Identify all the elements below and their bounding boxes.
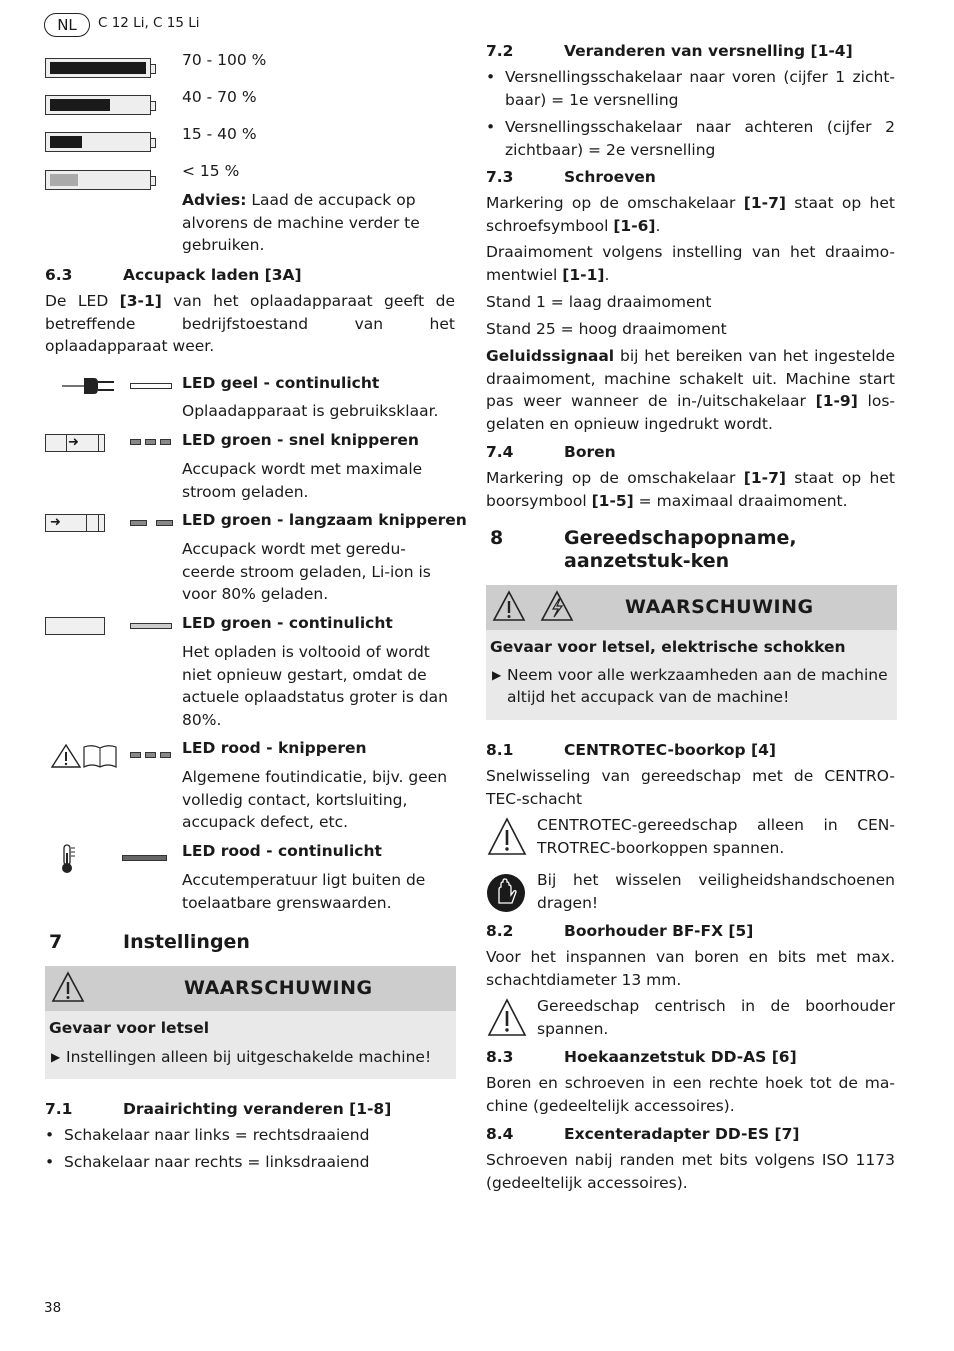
page-number: 38 [44, 1300, 62, 1316]
warning-triangle-icon [51, 971, 85, 1003]
led-blink-segment-icon [145, 439, 156, 445]
battery-range-3: 15 - 40 % [182, 125, 257, 143]
list-item: • Versnellingsschakelaar naar voren (cijfer 1 zicht-baar) = 1e versnelling [486, 66, 895, 111]
model-name: C 12 Li, C 15 Li [98, 15, 200, 31]
battery-range-1: 70 - 100 % [182, 51, 267, 69]
battery-range-2: 40 - 70 % [182, 88, 257, 106]
section-7-3-heading: 7.3 Schroeven [486, 168, 656, 186]
warning-title: WAARSCHUWING [625, 596, 814, 618]
section-8-2-note1: Gereedschap centrisch in de boorhouder spannen. [537, 997, 895, 1038]
plug-icon [58, 375, 118, 397]
section-8-1-heading: 8.1 CENTROTEC-boorkop [4] [486, 741, 776, 759]
led-state-title-5: LED rood - knipperen [182, 739, 367, 757]
section-8-heading: 8 Gereedschapopname, aanzetstuk-ken [490, 527, 797, 572]
section-7-2-heading: 7.2 Veranderen van versnelling [1-4] [486, 42, 853, 60]
battery-full-icon [45, 58, 151, 78]
warning-instruction: ▶ Neem voor alle werkzaamheden aan de machine altijd het accupack van de machine! [490, 664, 893, 709]
led-state-desc-5: Algemene foutindicatie, bijv. geen volledig contact, kortsluiting, accupack defect, etc. [182, 768, 448, 831]
section-7-3-p2: Draaimoment volgens instelling van het draaimo-mentwiel [1-1]. [486, 243, 895, 284]
led-continuous-icon [130, 623, 172, 629]
warning-instruction: ▶ Instellingen alleen bij uitgeschakelde machine! [49, 1046, 452, 1069]
led-blink-segment-icon [130, 439, 141, 445]
section-8-4-heading: 8.4 Excenteradapter DD-ES [7] [486, 1125, 800, 1143]
led-slow-segment-icon [156, 520, 173, 526]
section-6-3-heading [45, 264, 302, 287]
led-state-desc-1: Oplaadapparaat is gebruiksklaar. [182, 402, 439, 420]
section-title: Accupack laden [3A] [123, 266, 302, 284]
led-continuous-icon [130, 383, 172, 389]
led-blink-segment-icon [160, 752, 171, 758]
section-8-2-p1: Voor het inspannen van boren en bits met max. schachtdiameter 13 mm. [486, 948, 895, 989]
section-number: 6.3 [45, 266, 73, 284]
gloves-icon [486, 873, 526, 913]
led-blink-segment-icon [130, 752, 141, 758]
warning-title: WAARSCHUWING [184, 977, 373, 999]
led-state-desc-6: Accutemperatuur ligt buiten de toelaatbare grenswaarden. [182, 871, 426, 912]
list-item: • Versnellingsschakelaar naar achteren (cijfer 2 zichtbaar) = 2e versnelling [486, 116, 895, 161]
led-state-title-4: LED groen - continulicht [182, 614, 393, 632]
section-6-3-paragraph: De LED [3-1] van het oplaadapparaat geeft de betreffende bedrijfstoestand van het oplaadapparaat weer. [45, 292, 455, 355]
electric-shock-icon [540, 590, 574, 622]
section-7-3-p5: Geluidssignaal bij het bereiken van het ingestelde draaimoment, machine schakelt uit. Machine start pas weer wanneer de in-/uitschakelaar [1-9] los-gelaten en opnieuw ingedrukt wordt. [486, 347, 895, 433]
warning-header [486, 585, 897, 630]
warning-header [45, 966, 456, 1011]
led-state-desc-2: Accupack wordt met maximale stroom geladen. [182, 460, 423, 501]
charger-slow-icon: ➜ [45, 514, 105, 532]
led-blink-segment-icon [145, 752, 156, 758]
led-state-title-3: LED groen - langzaam knipperen [182, 511, 467, 529]
section-8-2-heading: 8.2 Boorhouder BF-FX [5] [486, 922, 754, 940]
battery-low-blinking-icon [45, 170, 151, 190]
thermometer-icon [58, 843, 78, 875]
warning-triangle-icon [487, 998, 527, 1038]
section-8-1-note2: Bij het wisselen veiligheidshandschoenen dragen! [537, 871, 895, 912]
led-blink-segment-icon [160, 439, 171, 445]
led-state-desc-4: Het opladen is voltooid of wordt niet opnieuw gestart, omdat de actuele oplaadstatus groter is dan 80%. [182, 643, 448, 729]
warning-box-tools [486, 585, 897, 720]
section-7-heading: 7 Instellingen [49, 931, 250, 953]
section-8-1-p1: Snelwisseling van gereedschap met de CENTRO-TEC-schacht [486, 767, 895, 808]
warning-triangle-icon [492, 590, 526, 622]
led-slow-segment-icon [130, 520, 147, 526]
advice-label: Advies: [182, 191, 247, 209]
led-state-title-2: LED groen - snel knipperen [182, 431, 419, 449]
led-continuous-icon [122, 855, 167, 861]
battery-range-4: < 15 % [182, 162, 240, 180]
charger-fast-icon: ➜ [45, 434, 105, 452]
section-8-4-p1: Schroeven nabij randen met bits volgens ISO 1173 (gedeeltelijk accessoires). [486, 1151, 895, 1192]
led-state-title-1: LED geel - continulicht [182, 374, 380, 392]
section-7-3-p1: Markering op de omschakelaar [1-7] staat op het schroefsymbool [1-6]. [486, 194, 895, 235]
section-8-1-note1: CENTROTEC-gereedschap alleen in CEN-TROTREC-boorkoppen spannen. [537, 816, 895, 857]
language-badge: NL [44, 13, 90, 37]
section-7-4-p1: Markering op de omschakelaar [1-7] staat op het boorsymbool [1-5] = maximaal draaimoment. [486, 469, 895, 510]
section-7-1-list [45, 1124, 455, 1173]
led-state-title-6: LED rood - continulicht [182, 842, 382, 860]
section-7-3-p3: Stand 1 = laag draaimoment [486, 293, 712, 311]
battery-medium-icon [45, 132, 151, 152]
warning-box-settings [45, 966, 456, 1079]
section-8-3-heading: 8.3 Hoekaanzetstuk DD-AS [6] [486, 1048, 797, 1066]
warning-triangle-icon [487, 817, 527, 857]
advice-body: Laad de accupack op alvorens de machine verder te gebruiken. [182, 191, 420, 254]
led-state-desc-3: Accupack wordt met geredu-ceerde stroom geladen, Li-ion is voor 80% geladen. [182, 540, 431, 603]
list-item: • Schakelaar naar links = rechtsdraaiend [45, 1124, 455, 1147]
warning-manual-icon [50, 743, 118, 769]
advice-text [182, 189, 437, 257]
section-7-2-list [486, 66, 895, 161]
battery-high-icon [45, 95, 151, 115]
list-item: • Schakelaar naar rechts = linksdraaiend [45, 1151, 455, 1174]
section-8-3-p1: Boren en schroeven in een rechte hoek tot de ma-chine (gedeeltelijk accessoires). [486, 1074, 895, 1115]
section-7-1-heading: 7.1 Draairichting veranderen [1-8] [45, 1100, 392, 1118]
warning-subtitle: Gevaar voor letsel, elektrische schokken [490, 638, 846, 656]
charger-full-icon [45, 617, 105, 635]
warning-subtitle: Gevaar voor letsel [49, 1019, 210, 1037]
section-7-4-heading: 7.4 Boren [486, 443, 616, 461]
section-7-3-p4: Stand 25 = hoog draaimoment [486, 320, 727, 338]
